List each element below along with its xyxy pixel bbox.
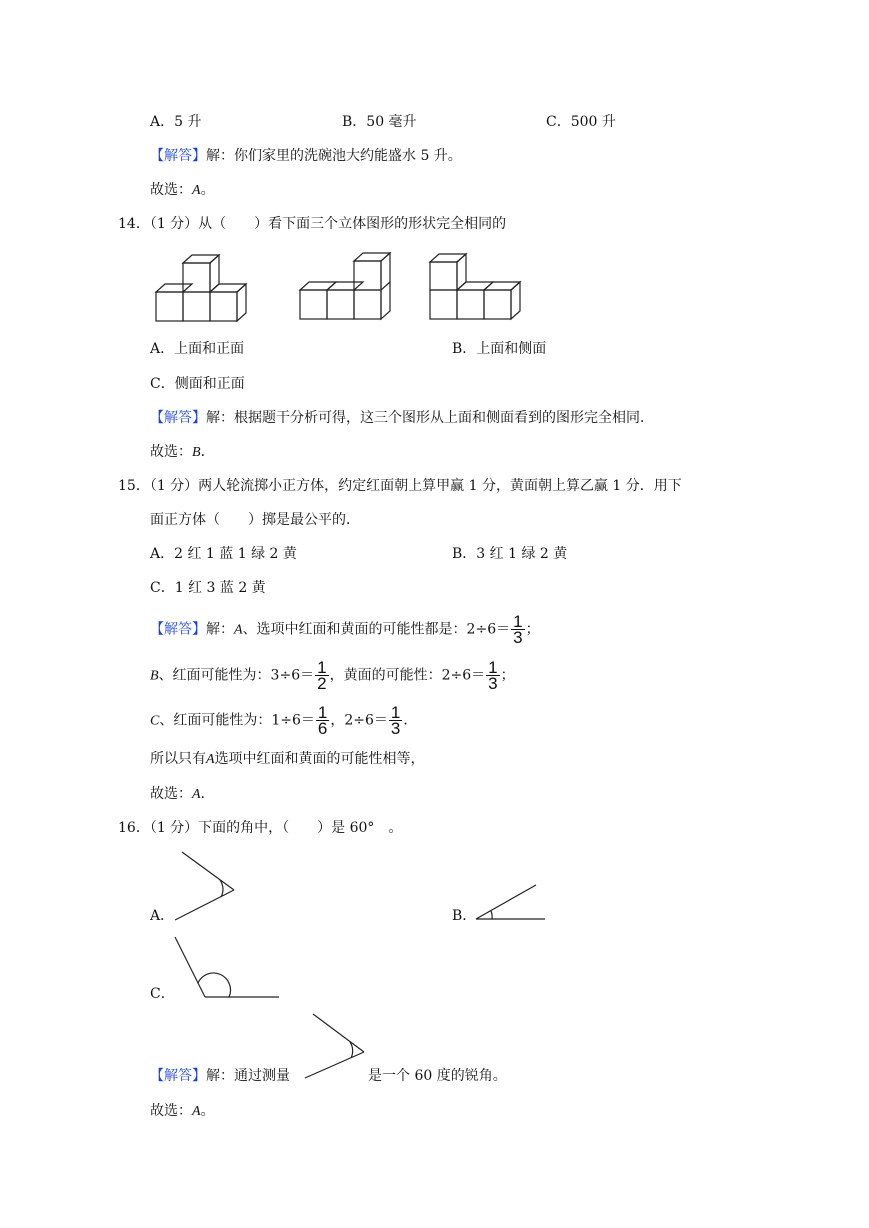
q16-option-c: C． [150, 986, 175, 1002]
text: ，2÷6＝ [330, 712, 388, 729]
answer-tag: 【解答】 [150, 621, 206, 638]
answer-tag: 【解答】 [150, 148, 206, 164]
frac-num: 1 [513, 612, 523, 631]
text: 、选项中红面和黄面的可能性都是：2÷6＝ [242, 621, 511, 638]
q14-option-a: A．上面和正面 [150, 341, 245, 357]
choice-prefix: 故选： [150, 786, 192, 802]
frac-den: 2 [317, 674, 327, 693]
q16-choice-line [150, 1101, 215, 1122]
option-var: B [150, 668, 159, 684]
q14-stem: 14．（1 分）从（ ）看下面三个立体图形的形状完全相同的 [118, 216, 507, 232]
q15-choice: A [192, 787, 201, 802]
option-var: C [150, 713, 160, 729]
q16-option-b: B． [452, 908, 477, 924]
answer-tag: 【解答】 [150, 410, 206, 426]
text: ，黄面的可能性：2÷6＝ [329, 667, 486, 684]
text: ． [403, 712, 418, 729]
text: ； [525, 621, 540, 638]
choice-prefix: 故选： [150, 1103, 192, 1119]
choice-prefix: 故选： [150, 444, 192, 460]
q16-choice: A [192, 1104, 201, 1119]
frac-num: 1 [488, 658, 498, 677]
q16-answer-text-b: 是一个 60 度的锐角。 [368, 1068, 507, 1084]
q16-option-a: A． [150, 908, 175, 924]
text: 解：通过测量 [206, 1068, 290, 1084]
text: 、红面可能性为：3÷6＝ [158, 667, 315, 684]
q15-option-c: C．1 红 3 蓝 2 黄 [150, 580, 266, 596]
choice-suffix: 。 [200, 182, 215, 198]
q13-option-a: A．5 升 [150, 114, 202, 130]
q13-answer-text: 解：你们家里的洗碗池大约能盛水 5 升。 [206, 148, 462, 164]
frac-den: 6 [317, 719, 328, 738]
text: 所以只有 [150, 751, 206, 767]
q15-stem-line2: 面正方体（ ）掷是最公平的． [150, 512, 360, 528]
choice-suffix: ． [200, 444, 215, 460]
q15-option-a: A．2 红 1 蓝 1 绿 2 黄 [150, 546, 297, 562]
q16-stem: 16．（1 分）下面的角中，（ ）是 60° 。 [118, 820, 403, 836]
frac-den: 3 [488, 674, 498, 693]
text: ； [500, 667, 515, 684]
option-var: A [206, 752, 215, 767]
q14-option-b: B．上面和侧面 [452, 341, 547, 357]
q15-stem-line1: 15．（1 分）两人轮流掷小正方体，约定红面朝上算甲赢 1 分，黄面朝上算乙赢 1 分．用下 [118, 478, 682, 494]
text: 选项中红面和黄面的可能性相等， [214, 751, 425, 767]
option-var: A [234, 622, 243, 638]
text: 解： [206, 621, 234, 638]
frac-den: 3 [390, 719, 401, 738]
answer-tag: 【解答】 [150, 1068, 206, 1084]
choice-suffix: ． [200, 786, 215, 802]
choice-suffix: 。 [200, 1103, 215, 1119]
q15-option-b: B．3 红 1 绿 2 黄 [452, 546, 568, 562]
frac-num: 1 [390, 703, 401, 722]
text: 、红面可能性为：1÷6＝ [159, 712, 315, 729]
q13-option-b: B．50 毫升 [342, 114, 417, 130]
q13-option-c: C．500 升 [546, 114, 616, 130]
frac-num: 1 [317, 703, 328, 722]
frac-num: 1 [317, 658, 327, 677]
q14-choice: B [192, 445, 201, 460]
q13-choice: A [192, 183, 201, 198]
q14-answer-text: 解：根据题干分析可得，这三个图形从上面和侧面看到的图形完全相同． [206, 410, 654, 426]
frac-den: 3 [513, 628, 523, 647]
choice-prefix: 故选： [150, 182, 192, 198]
q14-option-c: C．侧面和正面 [150, 376, 245, 392]
